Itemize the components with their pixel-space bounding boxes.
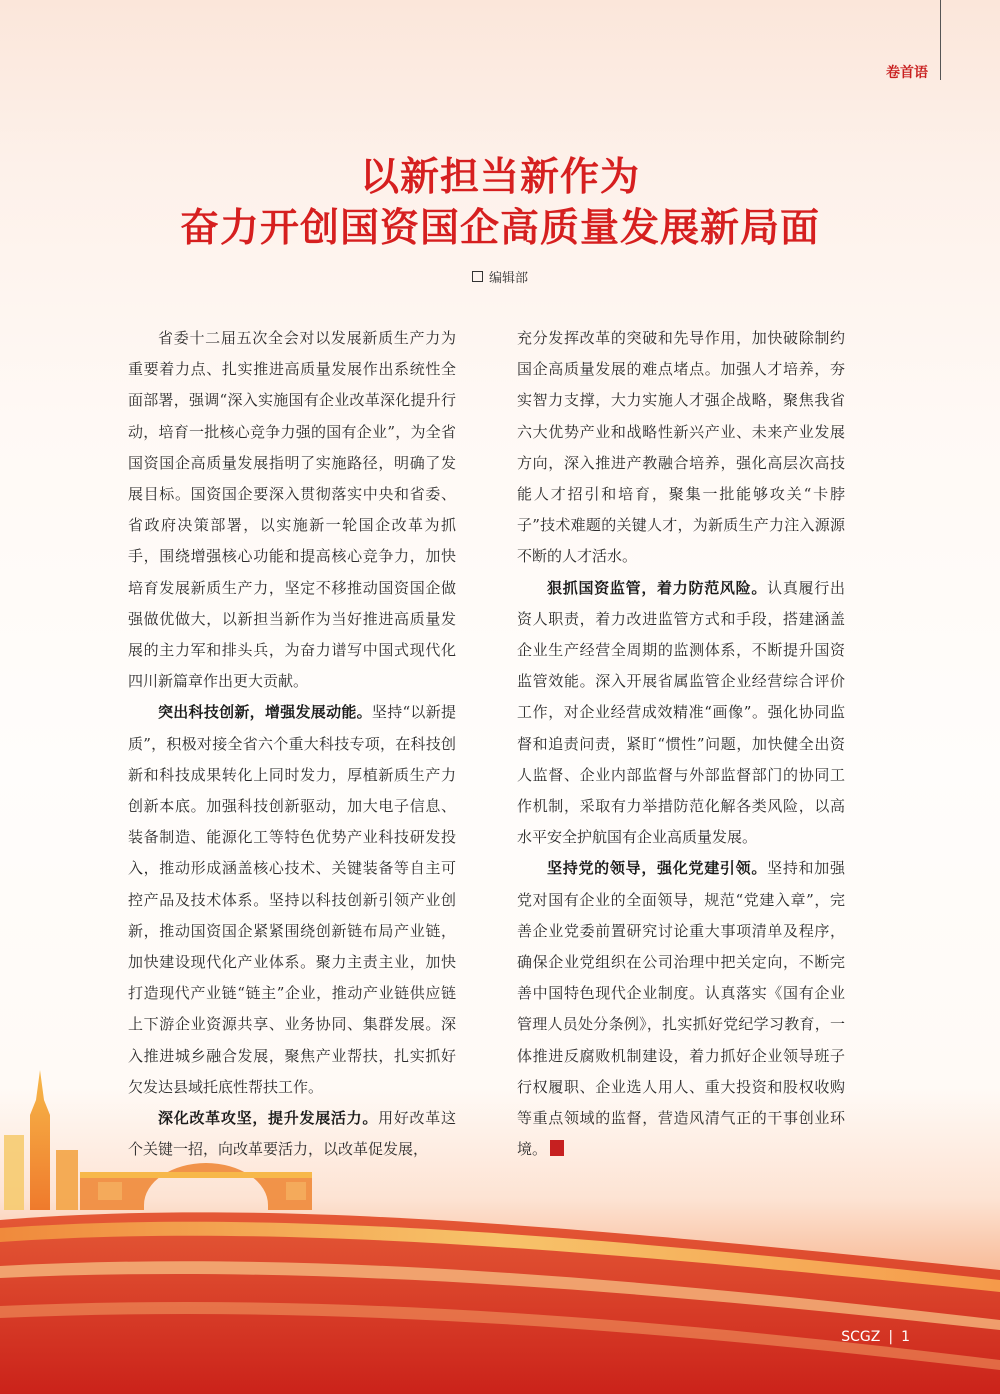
section-tag: 卷首语 bbox=[886, 65, 928, 81]
byline bbox=[0, 267, 1000, 286]
page-number: 1 bbox=[901, 1329, 910, 1345]
paragraph-body: 用好改革这个关键一招，向改革要活力，以改革促发展， bbox=[128, 1109, 456, 1159]
red-swoosh-banner bbox=[0, 1180, 1000, 1394]
paragraph-body: 认真履行出资人职责，着力改进监管方式和手段，搭建涵盖企业生产经营全周期的监测体系，不断提升国资监管效能。深入开展省属监管企业经营综合评价工作，对企业经营成效精准“画像”。强化协同监督和追责问责，紧盯“惯性”问题，加快健全出资人监督、企业内部监督与外部监督部门的协同工作机制，采取有力举措防范化解各类风险，以高水平安全护航国有企业高质量发展。 bbox=[517, 578, 845, 847]
right-column bbox=[517, 323, 845, 1165]
byline-author: 编辑部 bbox=[488, 271, 528, 286]
paragraph-supervision bbox=[517, 573, 845, 854]
article-title-line-1: 以新担当新作为 bbox=[359, 155, 640, 200]
magazine-name: SCGZ bbox=[841, 1329, 881, 1345]
left-column bbox=[128, 323, 456, 1165]
byline-box-icon bbox=[472, 271, 483, 282]
paragraph-lead: 深化改革攻坚，提升发展活力。 bbox=[158, 1109, 379, 1128]
paragraph-body: 坚持“以新提质”，积极对接全省六个重大科技专项，在科技创新和科技成果转化上同时发力，厚植新质生产力创新本底。加强科技创新驱动，加大电子信息、装备制造、能源化工等特色优势产业科技研发投入，推动形成涵盖核心技术、关键装备等自主可控产品及技术体系。坚持以科技创新引领产业创新，推动国资国企紧紧围绕创新链布局产业链，加快建设现代化产业体系。聚力主责主业，加快打造现代产业链“链主”企业，推动产业链供应链上下游企业资源共享、业务协同、集群发展。深入推进城乡融合发展，聚焦产业帮扶，扎实抓好欠发达县域托底性帮扶工作。 bbox=[128, 703, 456, 1096]
paragraph-party bbox=[517, 853, 845, 1165]
paragraph-intro: 省委十二届五次全会对以发展新质生产力为重要着力点、扎实推进高质量发展作出系统性全面部署，强调“深入实施国有企业改革深化提升行动，培育一批核心竞争力强的国有企业”，为全省国资国企高质量发展指明了实施路径，明确了发展目标。国资国企要深入贯彻落实中央和省委、省政府决策部署，以实施新一轮国企改革为抓手，围绕增强核心功能和提高核心竞争力，加快培育发展新质生产力，坚定不移推动国资国企做强做优做大，以新担当新作为当好推进高质量发展的主力军和排头兵，为奋力谱写中国式现代化四川新篇章作出更大贡献。 bbox=[128, 329, 456, 691]
paragraph-lead: 坚持党的领导，强化党建引领。 bbox=[547, 859, 768, 878]
article-title-line-2: 奋力开创国资国企高质量发展新局面 bbox=[179, 206, 820, 251]
paragraph-reform-continued: 充分发挥改革的突破和先导作用，加快破除制约国企高质量发展的难点堵点。加强人才培养，夯实智力支撑，大力实施人才强企战略，聚焦我省六大优势产业和战略性新兴产业、未来产业发展方向，深入推进产教融合培养，强化高层次高技能人才招引和培育，聚集一批能够攻关“卡脖子”技术难题的关键人才，为新质生产力注入源源不断的人才活水。 bbox=[517, 329, 845, 566]
page-footer bbox=[841, 1329, 910, 1345]
paragraph-body: 坚持和加强党对国有企业的全面领导，规范“党建入章”，完善企业党委前置研究讨论重大事项清单及程序，确保企业党组织在公司治理中把关定向，不断完善中国特色现代企业制度。认真落实《国有企业管理人员处分条例》，扎实抓好党纪学习教育，一体推进反腐败机制建设，着力抓好企业领导班子行权履职、企业选人用人、重大投资和股权收购等重点领域的监督，营造风清气正的干事创业环境。 bbox=[517, 859, 845, 1159]
paragraph-lead: 狠抓国资监管，着力防范风险。 bbox=[547, 578, 768, 597]
end-seal-icon bbox=[550, 1140, 564, 1156]
top-divider-line bbox=[940, 0, 941, 80]
footer-separator: | bbox=[888, 1329, 894, 1345]
paragraph-tech bbox=[128, 697, 456, 1103]
paragraph-lead: 突出科技创新，增强发展动能。 bbox=[158, 703, 372, 722]
